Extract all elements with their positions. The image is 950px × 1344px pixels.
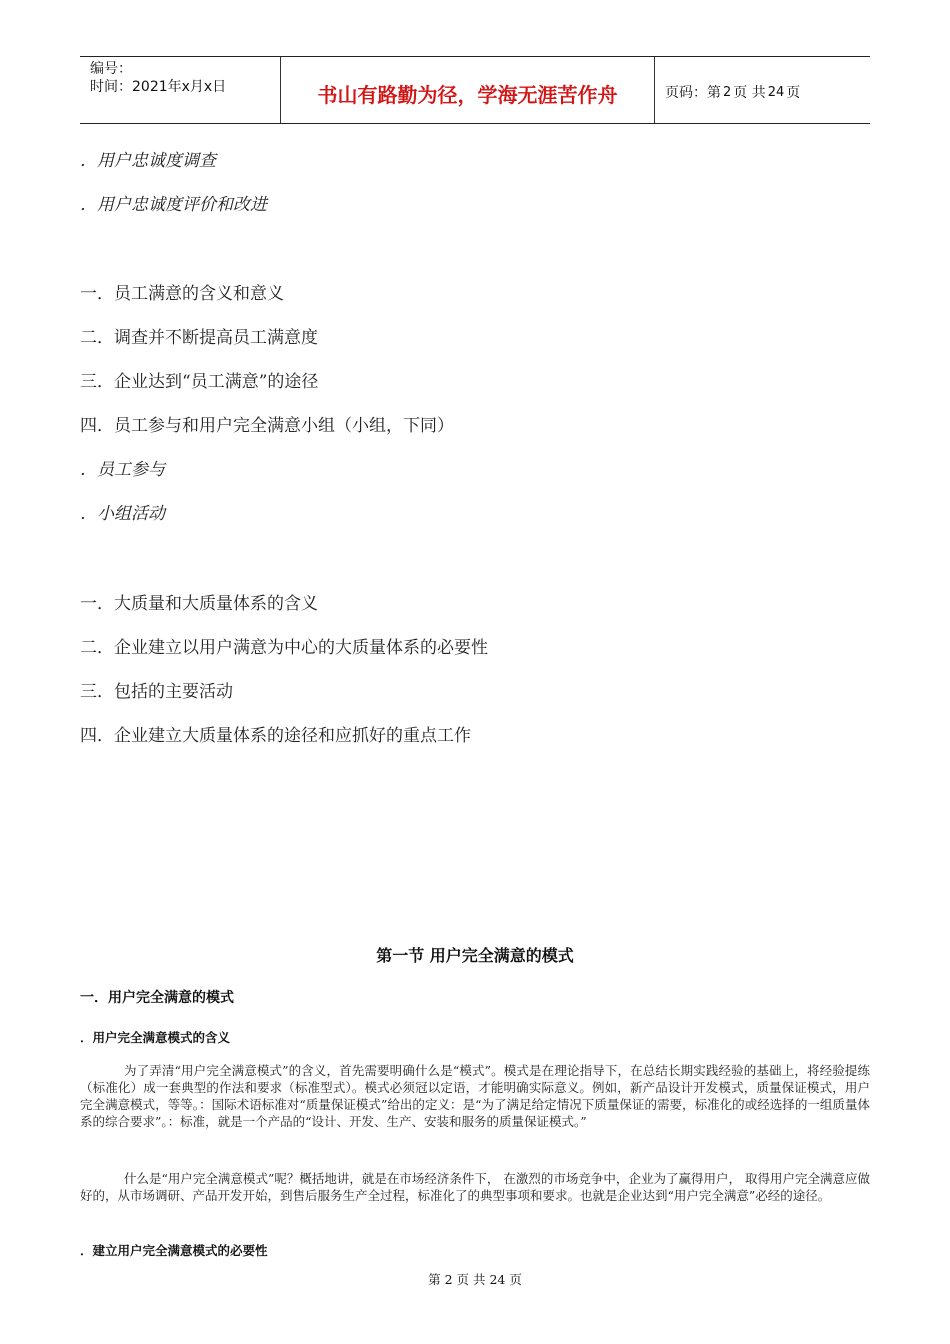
header-page-info xyxy=(655,57,870,123)
outline-item: 四．员工参与和用户完全满意小组（小组，下同） xyxy=(80,416,454,436)
page-footer: 第 2 页 共 24 页 xyxy=(428,1272,522,1287)
page-header xyxy=(80,56,870,124)
outline-item: 二．企业建立以用户满意为中心的大质量体系的必要性 xyxy=(80,638,488,658)
outline-item: 二．调查并不断提高员工满意度 xyxy=(80,328,318,348)
outline-item: ．员工参与 xyxy=(80,460,165,480)
document-number-label: 编号： xyxy=(90,61,132,77)
outline-item: 一．员工满意的含义和意义 xyxy=(80,284,284,304)
outline-item: ．小组活动 xyxy=(80,504,165,524)
body-paragraph: 什么是“用户完全满意模式”呢？概括地讲，就是在市场经济条件下， 在激烈的市场竞争中，企业为了赢得用户， 取得用户完全满意应做好的，从市场调研、产品开发开始，到售后服务生产全过程，标准化了的典型事项和要求。也就是企业达到“用户完全满意”必经的途径。 xyxy=(80,1171,870,1203)
outline-item: 四．企业建立大质量体系的途径和应抓好的重点工作 xyxy=(80,726,471,746)
page-total: 24 xyxy=(767,84,785,100)
page-current: 2 xyxy=(723,84,732,100)
outline-item: 三．包括的主要活动 xyxy=(80,682,233,702)
outline-item: ．用户忠诚度调查 xyxy=(80,151,216,171)
outline-item: ．用户忠诚度评价和改进 xyxy=(80,195,267,215)
heading-level-1: 一．用户完全满意的模式 xyxy=(80,990,234,1006)
body-paragraph: 为了弄清“用户完全满意模式”的含义，首先需要明确什么是“模式”。模式是在理论指导下，在总结长期实践经验的基础上，将经验提练（标准化）成一套典型的作法和要求（标准型式）。模式必须冠以定语，才能明确实际意义。例如，新产品设计开发模式，质量保证模式，用户完全满意模式，等等。：国际术语标准对“质量保证模式”给出的定义：是“为了满足给定情况下质量保证的需要，标准化的或经选择的一组质量体系的综合要求”。：标准，就是一个产品的“设计、开发、生产、安装和服务的质量保证模式。” xyxy=(80,1063,870,1129)
header-meta xyxy=(80,57,281,123)
header-motto: 书山有路勤为径，学海无涯苦作舟 xyxy=(281,57,655,123)
section-title: 第一节 用户完全满意的模式 xyxy=(376,946,574,965)
outline-item: 三．企业达到“员工满意”的途径 xyxy=(80,372,319,392)
page-suffix: 页 xyxy=(786,85,801,101)
outline-item: 一．大质量和大质量体系的含义 xyxy=(80,594,318,614)
page-mid: 页 共 xyxy=(733,85,766,101)
heading-level-2: ．用户完全满意模式的含义 xyxy=(80,1030,231,1045)
page-prefix: 页码：第 xyxy=(665,85,721,101)
heading-level-2: ．建立用户完全满意模式的必要性 xyxy=(80,1243,268,1258)
document-time: 时间：2021年x月x日 xyxy=(90,79,227,95)
